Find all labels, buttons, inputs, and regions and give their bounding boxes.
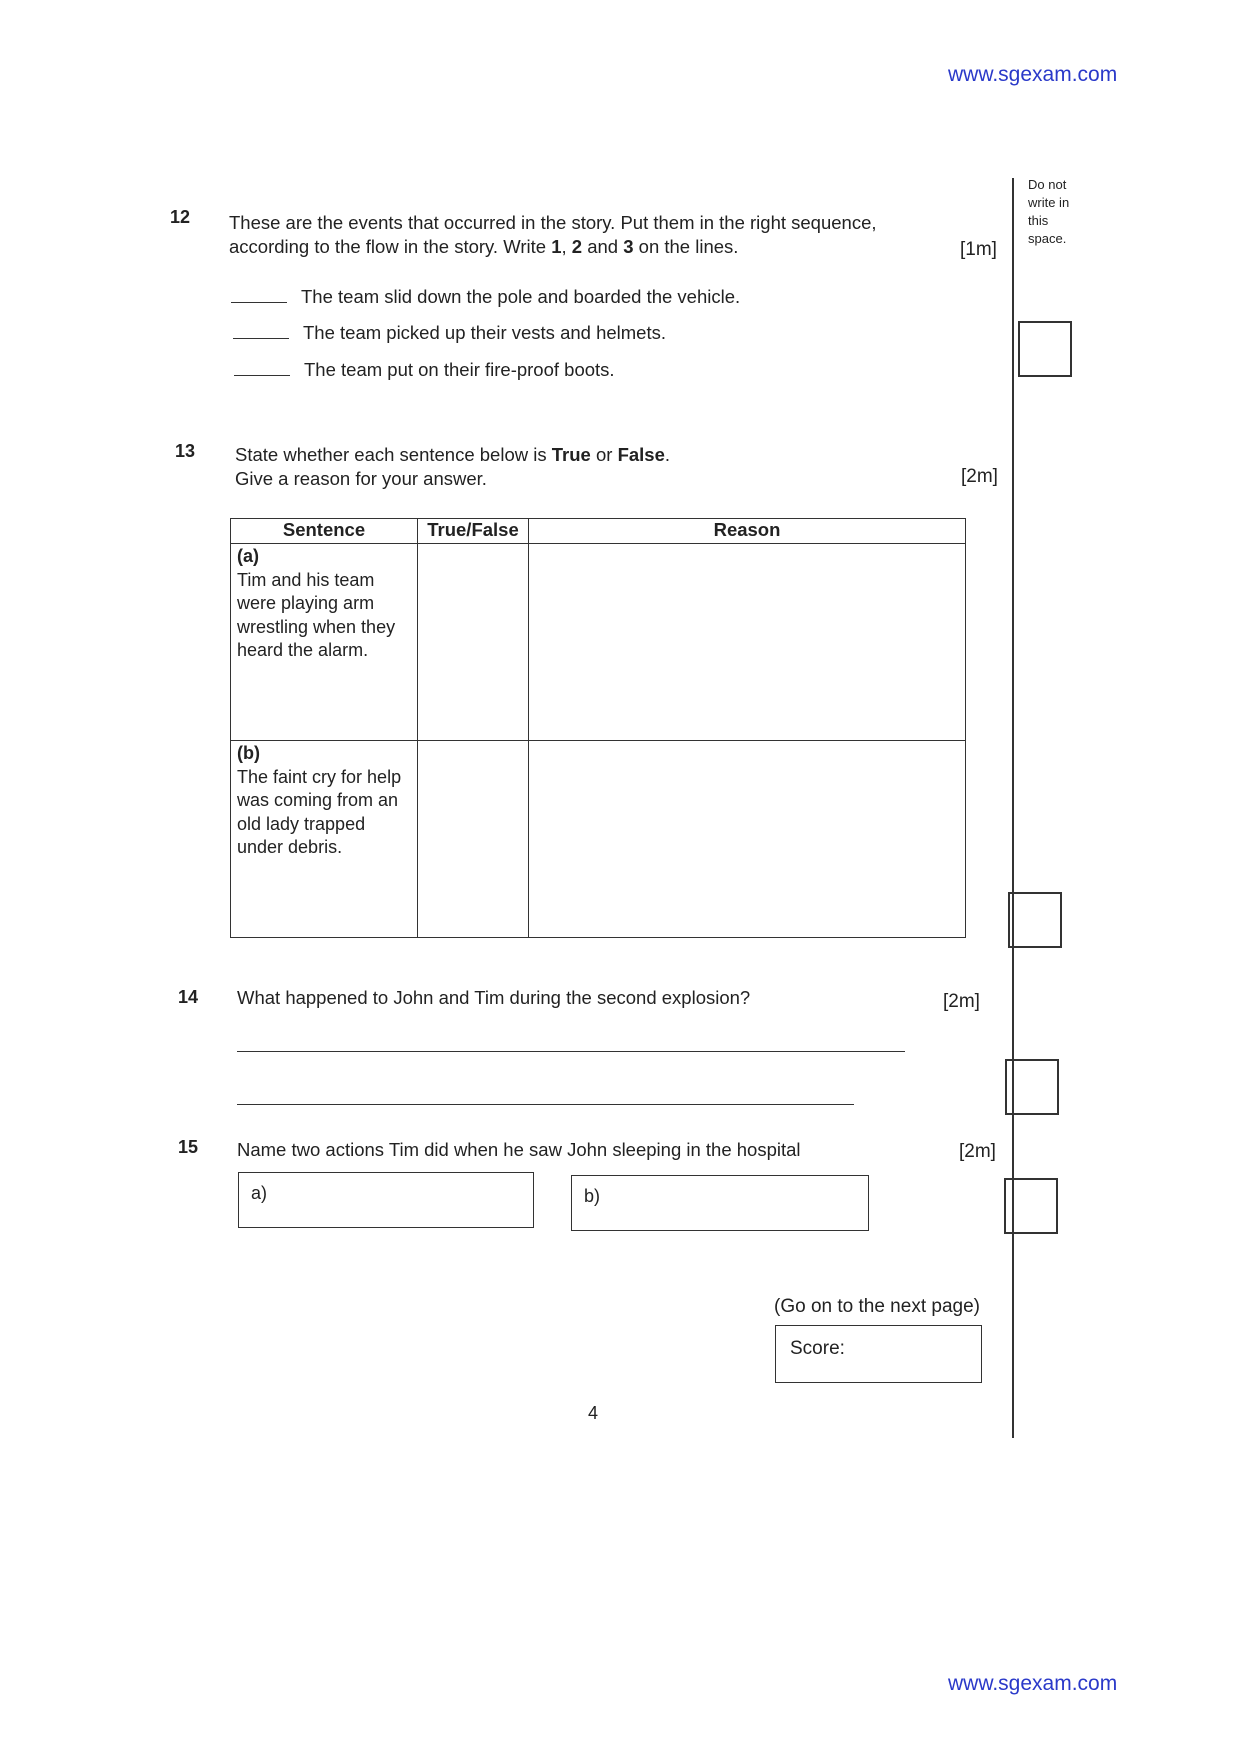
q15-answer-box-a[interactable]: a) [238, 1172, 534, 1228]
true-false-table [230, 518, 966, 938]
q15-marks: [2m] [959, 1141, 996, 1162]
header-reason: Reason [529, 519, 966, 544]
q13-number: 13 [175, 441, 196, 461]
q13-mark-box[interactable] [1008, 892, 1062, 948]
q15-mark-box[interactable] [1004, 1178, 1058, 1234]
page-number: 4 [588, 1403, 599, 1423]
q12-event-1: The team slid down the pole and boarded the vehicle. [231, 286, 740, 308]
margin-line [1012, 178, 1014, 1438]
q12-event-3: The team put on their fire-proof boots. [234, 359, 615, 381]
q12-event-2: The team picked up their vests and helmets. [233, 322, 666, 344]
sentence-cell-a: (a) Tim and his team were playing arm wrestling when they heard the alarm. [231, 544, 418, 741]
q13-text: State whether each sentence below is True or False. Give a reason for your answer. [235, 444, 671, 489]
q14-text: What happened to John and Tim during the second explosion? [237, 987, 751, 1008]
score-box[interactable] [775, 1325, 982, 1383]
q14-marks: [2m] [943, 991, 980, 1012]
q14-number: 14 [178, 987, 199, 1007]
q14-answer-line-1[interactable] [237, 1051, 905, 1052]
q15-text: Name two actions Tim did when he saw John sleeping in the hospital [237, 1139, 801, 1160]
reason-cell-b[interactable] [529, 741, 966, 938]
q12-blank-1[interactable] [231, 302, 287, 303]
q12-number: 12 [170, 207, 191, 227]
do-not-write-note: Do not write in this space. [1028, 177, 1070, 246]
true-false-cell-a[interactable] [418, 544, 529, 741]
header-true-false: True/False [418, 519, 529, 544]
q12-blank-2[interactable] [233, 338, 289, 339]
q12-blank-3[interactable] [234, 375, 290, 376]
q15-number: 15 [178, 1137, 199, 1157]
table-header-row [231, 519, 966, 544]
q12-mark-box[interactable] [1018, 321, 1072, 377]
q15-answer-box-b[interactable]: b) [571, 1175, 869, 1231]
q13-marks: [2m] [961, 466, 998, 487]
footer-website: www.sgexam.com [948, 1672, 1118, 1695]
table-row [231, 741, 966, 938]
q12-text: These are the events that occurred in the story. Put them in the right sequence, according to the flow in the story. Write 1, 2 and 3 on the lines. [229, 212, 877, 257]
score-label: Score: [790, 1338, 845, 1359]
header-sentence: Sentence [231, 519, 418, 544]
q14-mark-box[interactable] [1005, 1059, 1059, 1115]
q14-answer-line-2[interactable] [237, 1104, 854, 1105]
q12-marks: [1m] [960, 239, 997, 260]
reason-cell-a[interactable] [529, 544, 966, 741]
table-row [231, 544, 966, 741]
header-website: www.sgexam.com [948, 63, 1118, 86]
continue-note: (Go on to the next page) [774, 1296, 980, 1317]
sentence-cell-b: (b) The faint cry for help was coming from an old lady trapped under debris. [231, 741, 418, 938]
true-false-cell-b[interactable] [418, 741, 529, 938]
